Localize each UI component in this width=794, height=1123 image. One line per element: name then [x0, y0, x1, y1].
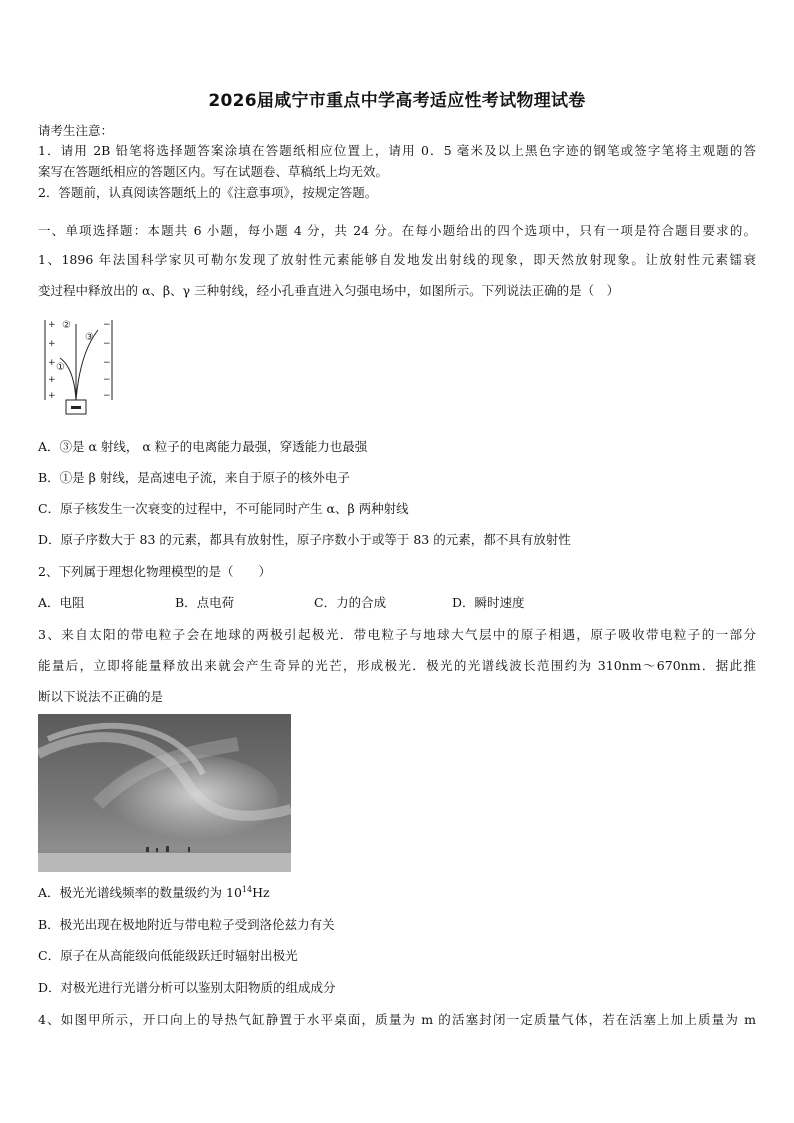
q3-option-d: D．对极光进行光谱分析可以鉴别太阳物质的组成成分: [38, 980, 336, 995]
q3-stem-line-1: 3、来自太阳的带电粒子会在地球的两极引起极光．带电粒子与地球大气层中的原子相遇，原子吸收带电粒子的一部分: [38, 627, 756, 642]
q3-option-c: C．原子在从高能级向低能级跃迁时辐射出极光: [38, 948, 298, 963]
q4-stem-line-1: 4、如图甲所示，开口向上的导热气缸静置于水平桌面，质量为 m 的活塞封闭一定质量气体，若在活塞上加上质量为 m: [38, 1012, 756, 1027]
notice-item-2: 2．答题前，认真阅读答题纸上的《注意事项》，按规定答题。: [38, 185, 378, 200]
section-1-heading: 一、单项选择题：本题共 6 小题，每小题 4 分，共 24 分。在每小题给出的四个选项中，只有一项是符合题目要求的。: [38, 223, 756, 238]
q1-stem-line-2: 变过程中释放出的 α、β、γ 三种射线，经小孔垂直进入匀强电场中，如图所示。下列说法正确的是（ ）: [38, 283, 620, 298]
label-ray-3: ③: [85, 332, 94, 343]
plus-sign: +: [48, 358, 56, 368]
minus-sign: −: [103, 391, 111, 401]
source-sample: [71, 406, 81, 409]
q3-option-b: B．极光出现在极地附近与带电粒子受到洛伦兹力有关: [38, 917, 335, 932]
q2-stem: 2、下列属于理想化物理模型的是（ ）: [38, 564, 271, 579]
q2-option-c: C．力的合成: [314, 595, 387, 610]
page-title: 2026届咸宁市重点中学高考适应性考试物理试卷: [208, 91, 586, 111]
notice-item-1-line-2: 案写在答题纸相应的答题区内。写在试题卷、草稿纸上均无效。: [38, 164, 389, 179]
aurora-photo: [38, 714, 291, 872]
q3-option-a: A．极光光谱线频率的数量级约为 $10^{14}Hz$: [38, 884, 270, 900]
minus-sign: −: [103, 358, 111, 368]
notice-heading: 请考生注意：: [38, 123, 114, 138]
plus-sign: +: [48, 320, 56, 330]
q1-option-c: C．原子核发生一次衰变的过程中，不可能同时产生 α、β 两种射线: [38, 501, 409, 516]
notice-item-1-line-1: 1．请用 2B 铅笔将选择题答案涂填在答题纸相应位置上，请用 0．5 毫米及以上黑色字迹的钢笔或签字笔将主观题的答: [38, 143, 756, 158]
minus-sign: −: [103, 339, 111, 349]
plus-sign: +: [48, 375, 56, 385]
label-ray-2: ②: [62, 320, 71, 331]
plus-sign: +: [48, 339, 56, 349]
q1-option-a: A．③是 α 射线， α 粒子的电离能力最强，穿透能力也最强: [38, 439, 368, 454]
q1-option-b: B．①是 β 射线，是高速电子流，来自于原子的核外电子: [38, 470, 350, 485]
q3-stem-line-2: 能量后，立即将能量释放出来就会产生奇异的光芒，形成极光．极光的光谱线波长范围约为 310nm～670nm．据此推: [38, 658, 756, 673]
q2-option-d: D．瞬时速度: [452, 595, 525, 610]
q2-option-a: A．电阻: [38, 595, 85, 610]
q1-option-d: D．原子序数大于 83 的元素，都具有放射性，原子序数小于或等于 83 的元素，都不具有放射性: [38, 532, 571, 547]
q3-stem-line-3: 断以下说法不正确的是: [38, 689, 164, 704]
radiation-field-figure: [40, 318, 118, 416]
q2-option-b: B．点电荷: [175, 595, 235, 610]
label-ray-1: ①: [56, 362, 65, 373]
plus-sign: +: [48, 391, 56, 401]
q1-stem-line-1: 1、1896 年法国科学家贝可勒尔发现了放射性元素能够自发地发出射线的现象，即天然放射现象。让放射性元素镭衰: [38, 252, 756, 267]
minus-sign: −: [103, 320, 111, 330]
minus-sign: −: [103, 375, 111, 385]
